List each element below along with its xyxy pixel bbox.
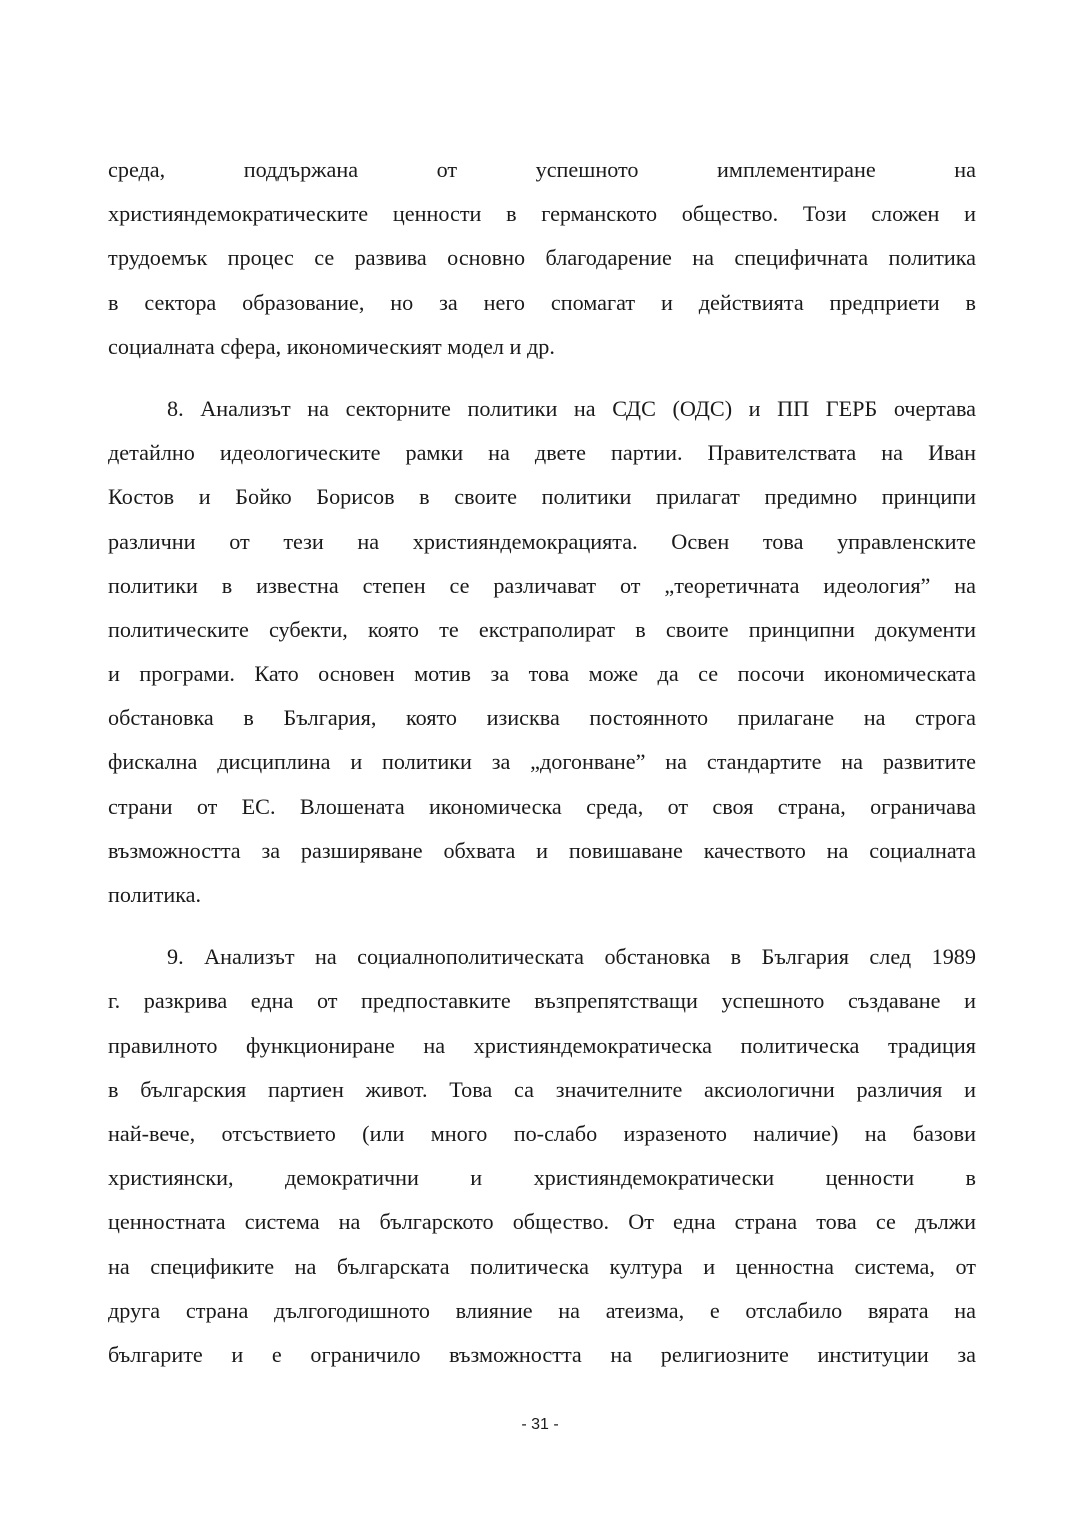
paragraph-continuation: [108, 148, 976, 369]
text-line: българите и е ограничило възможността на религиозните институции за: [108, 1341, 976, 1367]
text-line: политики в известна степен се различават от „теоретичната идеология” на: [108, 572, 976, 598]
text-line: в сектора образование, но за него спомагат и действията предприети в: [108, 289, 976, 315]
text-line: правилното функциониране на християндемократическа политическа традиция: [108, 1032, 976, 1058]
body-text: [108, 148, 976, 1377]
text-line: християндемократическите ценности в германското общество. Този сложен и: [108, 201, 976, 227]
text-line: политика.: [108, 882, 202, 907]
page-number: - 31 -: [521, 1416, 559, 1433]
text-line: среда, поддържана от успешното имплементиране на: [108, 157, 976, 182]
text-line: в българския партиен живот. Това са значителните аксиологични различия и: [108, 1076, 976, 1102]
text-line: друга страна дългогодишното влияние на атеизма, е отслабило вярата на: [108, 1297, 976, 1323]
text-line: на спецификите на българската политическа култура и ценностна система, от: [108, 1253, 976, 1279]
text-line: страни от ЕС. Влошената икономическа среда, от своя страна, ограничава: [108, 793, 976, 819]
text-line: фискална дисциплина и политики за „догонване” на стандартите на развитите: [108, 749, 976, 775]
text-line-content: 8. Анализът на секторните политики на СДС (ОДС) и ПП ГЕРБ очертава: [167, 395, 976, 421]
text-line: детайлно идеологическите рамки на двете партии. Правителствата на Иван: [108, 440, 976, 466]
text-line: и програми. Като основен мотив за това може да се посочи икономическата: [108, 661, 976, 687]
text-line: трудоемък процес се развива основно благодарение на специфичната политика: [108, 245, 976, 271]
text-line: [108, 935, 976, 979]
text-line: ценностната система на българското общество. От една страна това се дължи: [108, 1209, 976, 1235]
text-line: социалната сфера, икономическият модел и др.: [108, 333, 555, 359]
text-line: Костов и Бойко Борисов в своите политики прилагат предимно принципи: [108, 484, 976, 510]
text-line-content: 9. Анализът на социалнополитическата обстановка в България след 1989: [167, 944, 976, 970]
text-line: християнски, демократични и християндемократически ценности в: [108, 1165, 976, 1191]
text-line: политическите субекти, която те екстраполират в своите принципни документи: [108, 616, 976, 642]
text-line: г. разкрива една от предпоставките възпрепятстващи успешното създаване и: [108, 988, 976, 1014]
text-line: възможността за разширяване обхвата и повишаване качеството на социалната: [108, 837, 976, 863]
paragraph-point-8: [108, 387, 976, 917]
text-line: [108, 387, 976, 431]
paragraph-point-9: [108, 935, 976, 1377]
text-line: обстановка в България, която изисква постоянното прилагане на строга: [108, 705, 976, 731]
text-line: различни от тези на християндемокрацията. Освен това управленските: [108, 528, 976, 554]
text-line: най-вече, отсъствието (или много по-слабо изразеното наличие) на базови: [108, 1120, 976, 1146]
